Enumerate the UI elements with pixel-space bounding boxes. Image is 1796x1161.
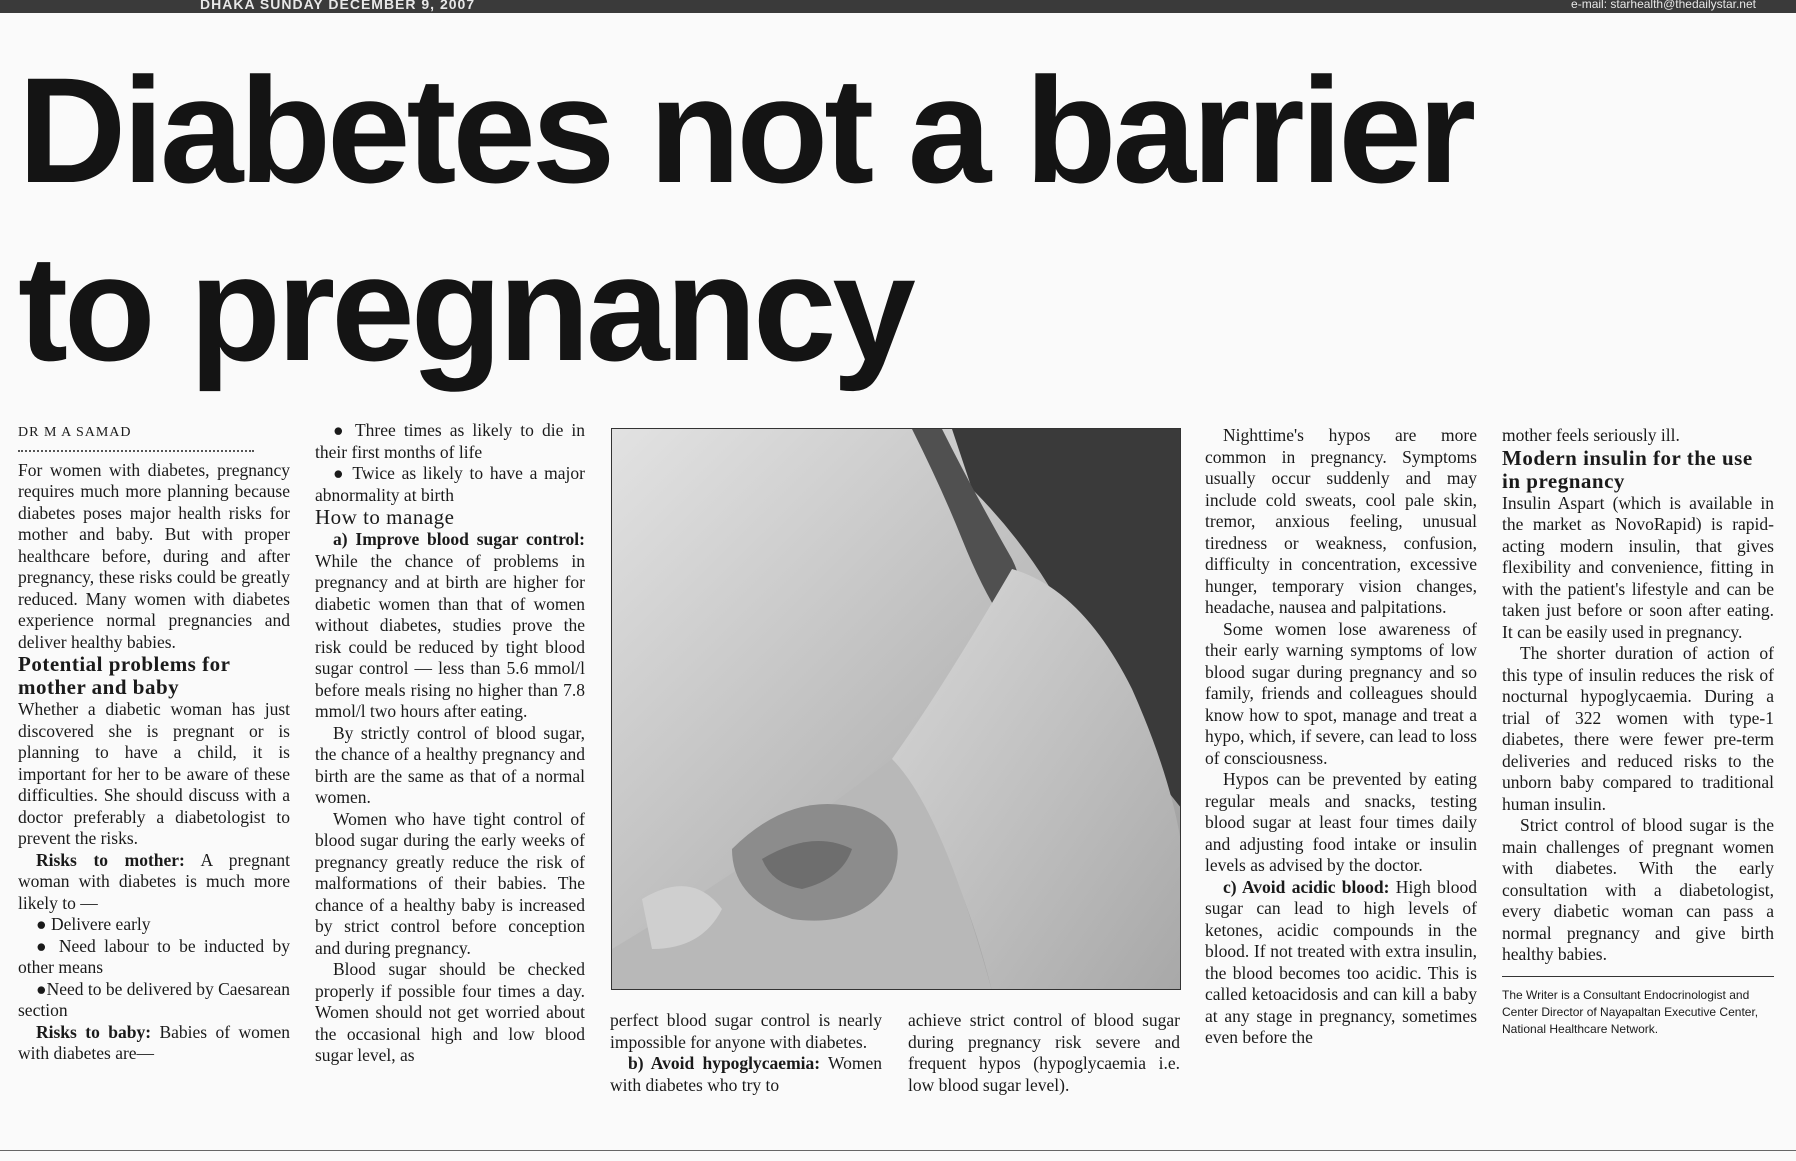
author-footnote: The Writer is a Consultant Endocrinologist and Center Director of Nayapaltan Executive Center, National Healthcare Network. [1502, 976, 1774, 1038]
paragraph-risks-baby [18, 1022, 290, 1065]
label-avoid-hypoglycaemia: b) Avoid hypoglycaemia: [628, 1053, 821, 1073]
bullet-item: ●Need to be delivered by Caesarean section [18, 978, 290, 1020]
headline-line-2: to pregnancy [18, 224, 912, 392]
column-2 [315, 420, 585, 1067]
text: Babies of women with diabetes are— [18, 1021, 290, 1063]
paragraph: achieve strict control of blood sugar during pregnancy risk severe and frequent hypos (hypoglycaemia i.e. low blood sugar level). [908, 1010, 1180, 1095]
label-risks-baby: Risks to baby: [36, 1021, 152, 1042]
intro-paragraph: For women with diabetes, pregnancy requires much more planning because diabetes poses major health risks for mother and baby. But with proper healthcare before, during and after pregnancy, these risks could be greatly reduced. Many women with diabetes experience normal pregnancies and deliver healthy babies. [18, 459, 290, 652]
paragraph-avoid-hypoglycaemia [610, 1053, 882, 1096]
subheading-how-to-manage: How to manage [315, 505, 455, 529]
paragraph: Insulin Aspart (which is available in the market as NovoRapid) is rapid-acting modern insulin, that gives flexibility and convenience, fitting in with the patient's lifestyle and can be taken just before or soon after eating. It can be easily used in pregnancy. [1502, 492, 1774, 642]
paragraph: perfect blood sugar control is nearly impossible for anyone with diabetes. [610, 1010, 882, 1052]
paragraph: By strictly control of blood sugar, the chance of a healthy pregnancy and birth are the same as that of a normal women. [315, 722, 585, 807]
paragraph: Nighttime's hypos are more common in pregnancy. Symptoms usually occur suddenly and may include cold sweats, cool pale skin, tremor, anxious feeling, unusual tiredness or weakness, confusion, difficulty in concentration, excessive hunger, temporary vision changes, headache, nausea and palpitations. [1205, 425, 1477, 617]
headline-line-1: Diabetes not a barrier [18, 46, 1473, 214]
paragraph: Strict control of blood sugar is the main challenges of pregnant women with diabetes. With the early consultation with a diabetologist, every diabetic woman can pass a normal pregnancy and give birth healthy babies. [1502, 815, 1774, 964]
column-5 [1205, 425, 1477, 1049]
text: While the chance of problems in pregnancy and at birth are higher for diabetic women than that of women without diabetes, studies prove the risk could be reduced by tight blood sugar control — less than 5.6 mmol/l before meals rising no higher than 7.8 mmol/l two hours after eating. [315, 550, 585, 721]
column-6 [1502, 425, 1774, 1038]
headline [18, 46, 1473, 392]
text: Women with diabetes who try to [610, 1053, 882, 1095]
paragraph: The shorter duration of action of this type of insulin reduces the risk of nocturnal hypoglycaemia. During a trial of 322 women with type-1 diabetes, there were fewer pre-term deliveries and reduced risks to the unborn baby compared to traditional human insulin. [1502, 643, 1774, 814]
column-4 [908, 1010, 1180, 1096]
byline: DR M A SAMAD [18, 425, 132, 440]
paragraph: Hypos can be prevented by eating regular meals and snacks, testing blood sugar at least four times daily and adjusting food intake or insulin levels as advised by the doctor. [1205, 769, 1477, 875]
label-avoid-acidic-blood: c) Avoid acidic blood: [1223, 876, 1390, 897]
dotted-divider [18, 444, 254, 452]
bottom-divider [0, 1150, 1796, 1151]
text: High blood sugar can lead to high levels of ketones, acidic compounds in the blood. If not treated with extra insulin, the blood becomes too acidic. This is called ketoacidosis and can kill a baby at any stage in pregnancy, sometimes even before the [1205, 876, 1477, 1047]
masthead-email: e-mail: starhealth@thedailystar.net [1571, 0, 1756, 11]
label-improve-blood-sugar: a) Improve blood sugar control: [333, 529, 585, 549]
bullet-item: ● Three times as likely to die in their first months of life [315, 420, 585, 462]
bullet-item: ● Twice as likely to have a major abnormality at birth [315, 463, 585, 505]
paragraph-avoid-acidic-blood [1205, 877, 1477, 1049]
bullet-item: ● Delivere early [36, 914, 151, 934]
paragraph: Whether a diabetic woman has just discovered she is pregnant or is planning to have a child, it is important for her to be aware of these difficulties. She should discuss with a doctor preferably a diabetologist to prevent the risks. [18, 699, 290, 848]
column-3 [610, 1010, 882, 1096]
bullet-item: ● Need labour to be inducted by other means [18, 935, 290, 977]
paragraph: mother feels seriously ill. [1502, 425, 1680, 445]
text: A pregnant woman with diabetes is much more likely to — [18, 849, 290, 913]
pregnant-woman-photo-icon [612, 429, 1181, 990]
masthead-date: DHAKA SUNDAY DECEMBER 9, 2007 [200, 0, 476, 12]
paragraph-improve-blood-sugar [315, 529, 585, 723]
column-1 [18, 420, 290, 1065]
label-risks-mother: Risks to mother: [36, 849, 185, 870]
article-photo [611, 428, 1181, 990]
paragraph: Some women lose awareness of their early warning symptoms of low blood sugar during pregnancy and so family, friends and colleagues should know how to spot, manage and treat a hypo, which, if severe, can lead to loss of consciousness. [1205, 618, 1477, 768]
subheading-potential-problems: Potential problems for mother and baby [18, 652, 231, 699]
paragraph: Blood sugar should be checked properly if possible four times a day. Women should not get worried about the occasional high and low blood sugar level, as [315, 959, 585, 1065]
paragraph-risks-mother [18, 850, 290, 915]
masthead-bar [0, 0, 1796, 13]
paragraph: Women who have tight control of blood sugar during the early weeks of pregnancy greatly reduce the risk of malformations of their babies. The chance of a healthy baby is increased by strict control before conception and during pregnancy. [315, 808, 585, 958]
subheading-modern-insulin: Modern insulin for the use in pregnancy [1502, 445, 1753, 493]
